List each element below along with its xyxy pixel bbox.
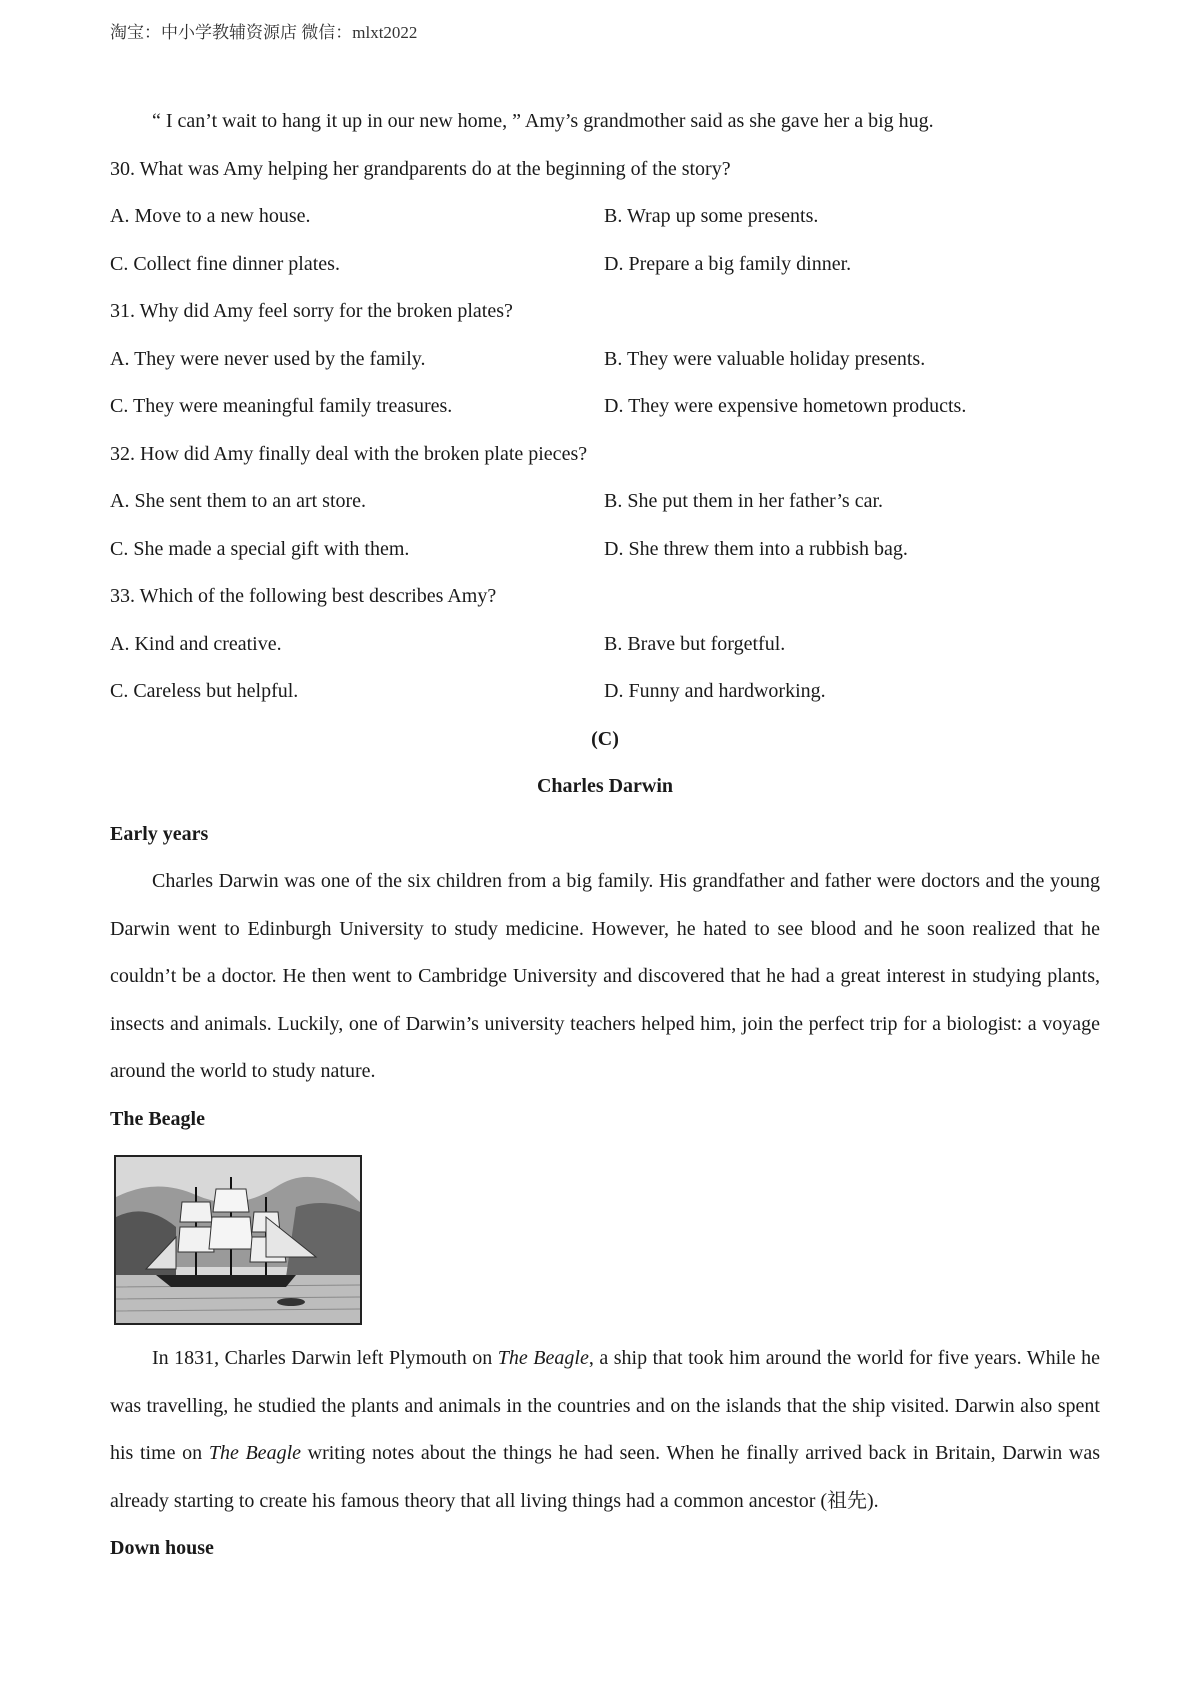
option-d: D. She threw them into a rubbish bag. — [604, 537, 908, 560]
option-b: B. She put them in her father’s car. — [604, 490, 884, 512]
question-stem: 31. Why did Amy feel sorry for the broken plates? — [110, 300, 513, 322]
early-years-paragraph: Charles Darwin was one of the six children from a big family. His grandfather and father were doctors and the young Darwin went to Edinburgh University to study medicine. However, he hated to see blood and he soon realized that he couldn’t be a doctor. He then went to Cambridge University and discovered that he had a great interest in studying plants, insects and animals. Luckily, one of Darwin’s university teachers helped him, join the perfect trip for a biologist: a voyage around the world to study nature. — [110, 870, 1100, 1082]
question-stem: 32. How did Amy finally deal with the broken plate pieces? — [110, 442, 588, 465]
passage-title: Charles Darwin — [536, 775, 674, 797]
option-a: A. She sent them to an art store. — [110, 490, 367, 512]
page-header: 淘宝：中小学教辅资源店 微信：mlxt2022 — [110, 23, 418, 42]
document-page — [110, 98, 1100, 1573]
down-house-heading: Down house — [110, 1537, 214, 1559]
ship-name: The Beagle — [497, 1347, 589, 1369]
option-c: C. They were meaningful family treasures. — [110, 395, 453, 417]
option-a: A. They were never used by the family. — [110, 347, 426, 370]
option-a: A. Move to a new house. — [110, 205, 311, 227]
option-c: C. Collect fine dinner plates. — [110, 252, 340, 275]
question-31 — [110, 288, 1100, 431]
question-32 — [110, 431, 1100, 574]
question-stem: 30. What was Amy helping her grandparents do at the beginning of the story? — [110, 157, 731, 180]
question-33 — [110, 573, 1100, 716]
beagle-heading: The Beagle — [110, 1107, 205, 1130]
question-stem: 33. Which of the following best describes Amy? — [110, 585, 497, 607]
option-b: B. They were valuable holiday presents. — [604, 347, 926, 370]
option-b: B. Brave but forgetful. — [604, 632, 786, 655]
option-c: C. She made a special gift with them. — [110, 537, 410, 560]
beagle-ship-illustration — [114, 1155, 362, 1325]
option-b: B. Wrap up some presents. — [604, 205, 819, 227]
option-d: D. Prepare a big family dinner. — [604, 252, 852, 275]
question-30 — [110, 146, 1100, 289]
ship-name: The Beagle — [208, 1442, 301, 1464]
early-years-heading: Early years — [110, 822, 209, 845]
option-d: D. Funny and hardworking. — [604, 680, 826, 702]
intro-line: “ I can’t wait to hang it up in our new home, ” Amy’s grandmother said as she gave her a big hug. — [152, 110, 934, 132]
option-a: A. Kind and creative. — [110, 632, 282, 655]
option-c: C. Careless but helpful. — [110, 680, 299, 702]
beagle-paragraph: In 1831, Charles Darwin left Plymouth on The Beagle, a ship that took him around the world for five years. While he was travelling, he studied the plants and animals in the countries and on the islands that the ship visited. Darwin also spent his time on The Beagle writing notes about the things he had seen. When he finally arrived back in Britain, Darwin was already starting to create his famous theory that all living things had a common ancestor (祖先). — [110, 1347, 1101, 1512]
section-label: (C) — [591, 727, 619, 750]
option-d: D. They were expensive hometown products. — [604, 395, 967, 417]
